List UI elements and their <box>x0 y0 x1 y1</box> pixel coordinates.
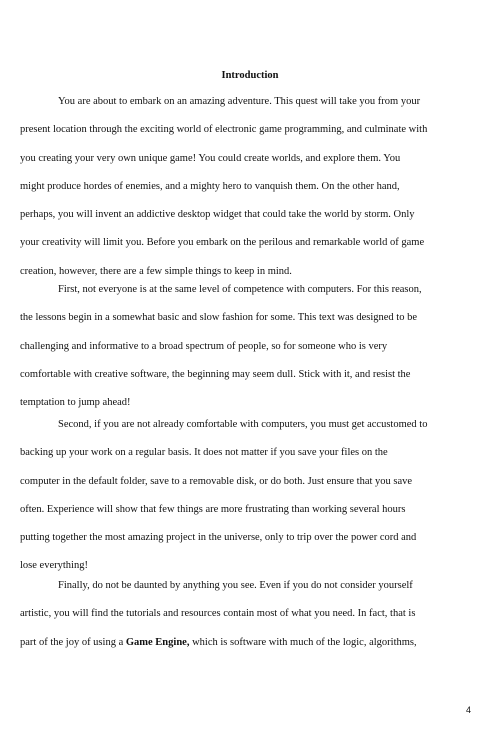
text-line: the lessons begin in a somewhat basic and slow fashion for some. This text was designed to be <box>20 312 417 324</box>
paragraph-3 <box>20 411 480 581</box>
paragraph-2 <box>20 276 480 417</box>
text-line: First, not everyone is at the same level of competence with computers. For this reason, <box>58 284 422 295</box>
text-run: which is software with much of the logic, algorithms, <box>189 636 417 648</box>
paragraph-4 <box>20 572 480 657</box>
paragraph-1 <box>20 88 480 286</box>
text-run: part of the joy of using a <box>20 636 126 648</box>
text-line: putting together the most amazing project in the universe, only to trip over the power cord and <box>20 532 417 544</box>
text-line <box>20 629 480 657</box>
text-line: your creativity will limit you. Before you embark on the perilous and remarkable world of game <box>20 237 425 249</box>
text-line: You are about to embark on an amazing adventure. This quest will take you from your <box>58 96 421 107</box>
text-line: lose everything! <box>20 560 88 572</box>
text-line: perhaps, you will invent an addictive desktop widget that could take the world by storm. Only <box>20 209 415 221</box>
text-line: challenging and informative to a broad spectrum of people, so for someone who is very <box>20 340 388 352</box>
game-engine-term: Game Engine, <box>125 636 190 648</box>
text-line: artistic, you will find the tutorials and resources contain most of what you need. In fact, that is <box>20 608 416 620</box>
text-line: present location through the exciting world of electronic game programming, and culminate with <box>20 124 428 136</box>
text-line: temptation to jump ahead! <box>20 397 131 409</box>
text-line: Finally, do not be daunted by anything you see. Even if you do not consider yourself <box>58 580 413 591</box>
text-line: Second, if you are not already comfortable with computers, you must get accustomed to <box>58 419 428 430</box>
page-number: 4 <box>466 705 472 715</box>
section-title: Introduction <box>221 70 279 81</box>
text-line: comfortable with creative software, the beginning may seem dull. Stick with it, and resist the <box>20 368 411 380</box>
text-line: might produce hordes of enemies, and a mighty hero to vanquish them. On the other hand, <box>20 180 400 192</box>
text-line: computer in the default folder, save to a removable disk, or do both. Just ensure that you save <box>20 475 413 487</box>
text-line: you creating your very own unique game! You could create worlds, and explore them. You <box>20 152 401 164</box>
text-line: backing up your work on a regular basis. It does not matter if you save your files on the <box>20 447 388 459</box>
text-line: often. Experience will show that few things are more frustrating than working several hours <box>20 503 406 515</box>
text-line: creation, however, there are a few simple things to keep in mind. <box>20 265 292 277</box>
